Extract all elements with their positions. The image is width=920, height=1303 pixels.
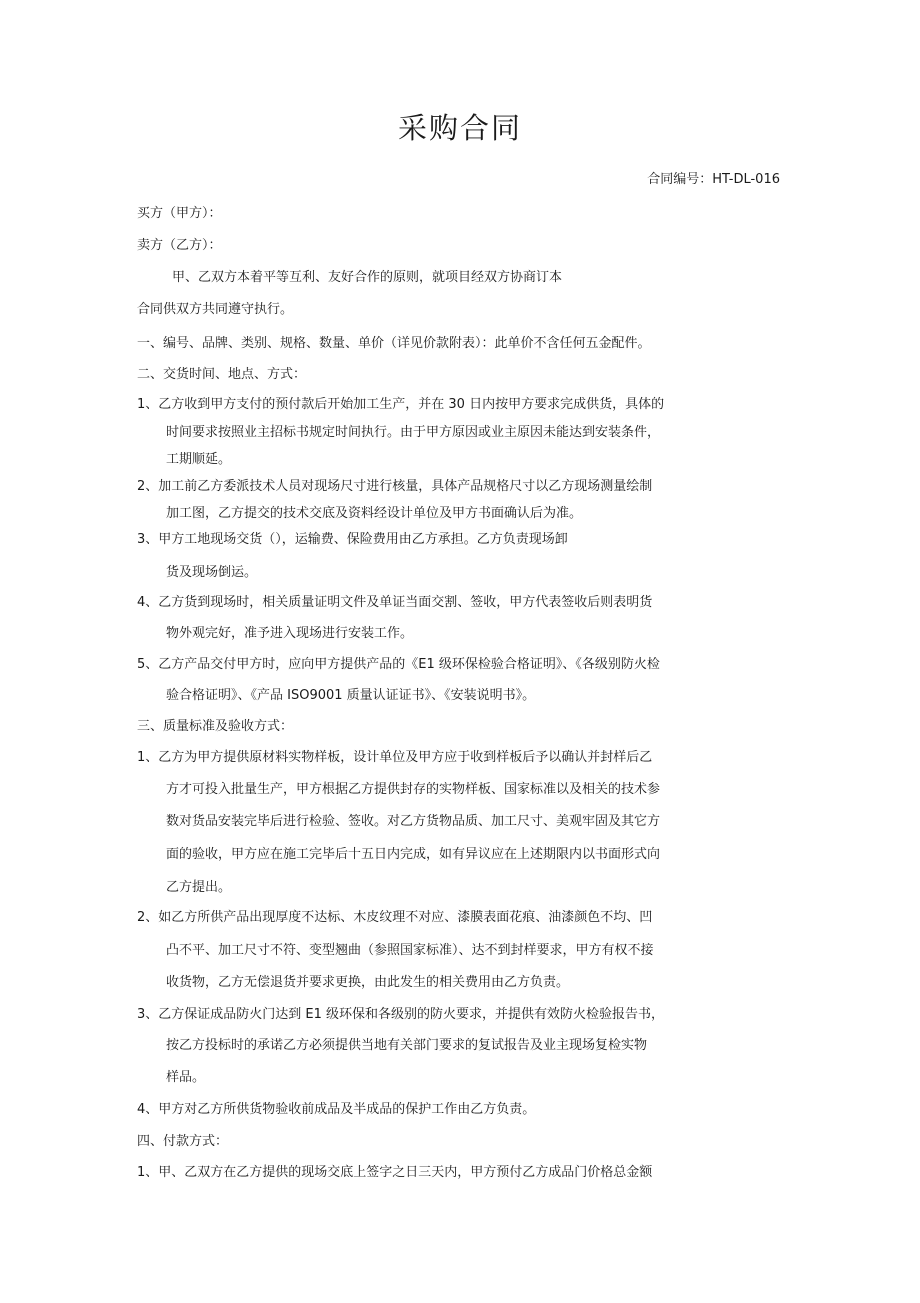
clause-line: 1、甲、乙双方在乙方提供的现场交底上签字之日三天内，甲方预付乙方成品门价格总金额 bbox=[137, 1165, 653, 1180]
contract-number: 合同编号：HT-DL-016 bbox=[647, 172, 780, 187]
clause-line: 按乙方投标时的承诺乙方必须提供当地有关部门要求的复试报告及业主现场复检实物 bbox=[166, 1038, 648, 1053]
clause-line: 4、乙方货到现场时，相关质量证明文件及单证当面交割、签收，甲方代表签收后则表明货 bbox=[137, 595, 653, 610]
clause-line: 凸不平、加工尺寸不符、变型翘曲（参照国家标准）、达不到封样要求，甲方有权不接 bbox=[166, 943, 654, 958]
section-heading: 二、交货时间、地点、方式： bbox=[137, 367, 307, 382]
buyer-line: 买方（甲方）： bbox=[137, 206, 222, 221]
clause-line: 验合格证明》、《产品 ISO9001 质量认证证书》、《安装说明书》。 bbox=[166, 688, 536, 703]
clause-line: 收货物，乙方无偿退货并要求更换，由此发生的相关费用由乙方负责。 bbox=[166, 975, 570, 990]
clause-line: 数对货品安装完毕后进行检验、签收。对乙方货物品质、加工尺寸、美观牢固及其它方 bbox=[166, 814, 661, 829]
clause-line: 1、乙方收到甲方支付的预付款后开始加工生产，并在 30 日内按甲方要求完成供货，具体的 bbox=[137, 397, 665, 412]
clause-line: 乙方提出。 bbox=[166, 880, 232, 895]
clause-line: 样品。 bbox=[166, 1070, 206, 1085]
clause-line: 2、如乙方所供产品出现厚度不达标、木皮纹理不对应、漆膜表面花痕、油漆颜色不均、凹 bbox=[137, 910, 653, 925]
clause-line: 物外观完好，准予进入现场进行安装工作。 bbox=[166, 626, 414, 641]
clause-line: 5、乙方产品交付甲方时，应向甲方提供产品的《E1 级环保检验合格证明》、《各级别防火检 bbox=[137, 657, 660, 672]
seller-line: 卖方（乙方）： bbox=[137, 238, 222, 253]
clause-line: 加工图，乙方提交的技术交底及资料经设计单位及甲方书面确认后为准。 bbox=[166, 506, 583, 521]
clause-line: 1、乙方为甲方提供原材料实物样板，设计单位及甲方应于收到样板后予以确认并封样后乙 bbox=[137, 750, 653, 765]
clause-line: 工期顺延。 bbox=[166, 452, 232, 467]
clause-line: 时间要求按照业主招标书规定时间执行。由于甲方原因或业主原因未能达到安装条件， bbox=[166, 425, 661, 440]
clause-line: 方才可投入批量生产，甲方根据乙方提供封存的实物样板、国家标准以及相关的技术参 bbox=[166, 782, 661, 797]
section-heading: 一、编号、品牌、类别、规格、数量、单价（详见价款附表）：此单价不含任何五金配件。 bbox=[137, 336, 651, 351]
document-title: 采购合同 bbox=[397, 111, 522, 145]
clause-line: 3、乙方保证成品防火门达到 E1 级环保和各级别的防火要求，并提供有效防火检验报告书， bbox=[137, 1007, 665, 1022]
preamble-line: 甲、乙双方本着平等互利、友好合作的原则，就项目经双方协商订本 bbox=[172, 270, 563, 285]
clause-line: 4、甲方对乙方所供货物验收前成品及半成品的保护工作由乙方负责。 bbox=[137, 1102, 536, 1117]
preamble-line: 合同供双方共同遵守执行。 bbox=[137, 302, 294, 317]
clause-line: 2、加工前乙方委派技术人员对现场尺寸进行核量，具体产品规格尺寸以乙方现场测量绘制 bbox=[137, 479, 653, 494]
section-heading: 三、质量标准及验收方式： bbox=[137, 719, 294, 734]
clause-line: 面的验收，甲方应在施工完毕后十五日内完成，如有异议应在上述期限内以书面形式向 bbox=[166, 847, 661, 862]
section-heading: 四、付款方式： bbox=[137, 1134, 229, 1149]
clause-line: 3、甲方工地现场交货（），运输费、保险费用由乙方承担。乙方负责现场卸 bbox=[137, 532, 568, 547]
clause-line: 货及现场倒运。 bbox=[166, 565, 258, 580]
